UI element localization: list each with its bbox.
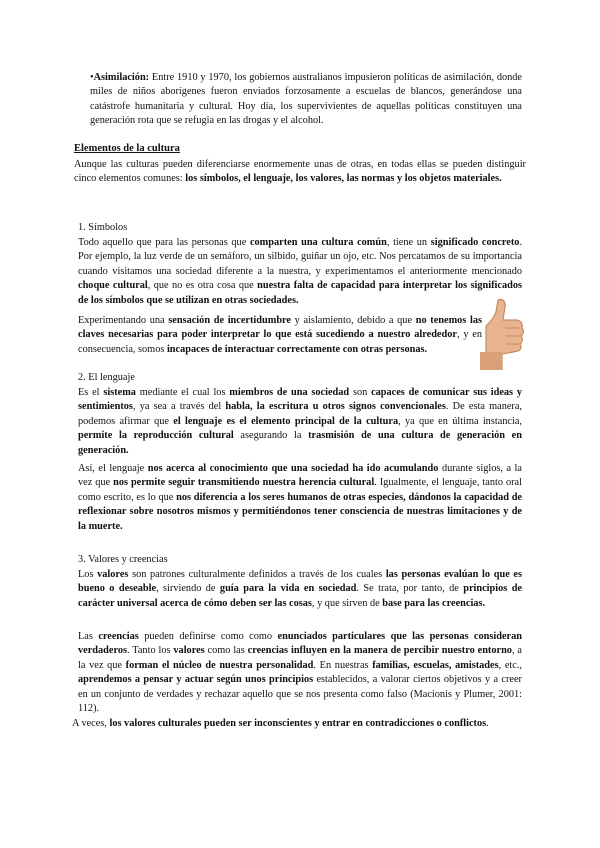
text-run: establecidos, a valorar ciertos objetivos y a creer en un conjunto de verdades y rechazar aquello que se nos presenta como falso (Macionis y Plumer, 2001: 112).: [78, 674, 522, 715]
bold-text: base para las creencias.: [382, 597, 486, 609]
text-run: asegurando la: [233, 430, 309, 442]
symbols-paragraph-2: [78, 314, 482, 357]
symbols-paragraph-1: [78, 236, 522, 308]
bold-text: significado concreto: [430, 237, 520, 248]
bold-text: creencias influyen en la manera de percibir nuestro entorno: [247, 645, 512, 657]
text-run: , y en consecuencia, somos: [78, 329, 483, 355]
values-paragraph-1: [78, 568, 522, 611]
bullet-term: Asimilación:: [93, 72, 150, 83]
bold-text: choque cultural: [78, 280, 148, 292]
values-heading: 3. Valores y creencias: [78, 554, 168, 565]
bullet-text: Entre 1910 y 1970, los gobiernos australianos impusieron políticas de asimilación, donde miles de niños aborígenes fueron enviados forzosamente a escuelas de blancos, generándose una catástrofe humanitaria y cultural. Hoy día, los supervivientes de aquellas políticas constituyen una generación rota que se refugia en las drogas y el alcohol.: [90, 72, 522, 127]
bold-text: los valores culturales pueden ser inconscientes y entrar en contradicciones o conflictos: [109, 718, 487, 729]
bold-text: capaces de comunicar sus ideas y sentimientos: [78, 387, 523, 413]
bold-text: las personas evalúan lo que es bueno o deseable: [78, 569, 523, 595]
bold-text: miembros de una sociedad: [229, 387, 350, 398]
text-run: y aislamiento, debido a que: [291, 315, 416, 326]
bold-text: habla, la escritura u otros signos convencionales: [225, 401, 446, 413]
text-run: . En nuestras: [313, 659, 373, 671]
bold-text: nuestra falta de capacidad para interpretar los significados de los símbolos que se utilizan en otras sociedades.: [78, 280, 522, 306]
text-run: . Por ejemplo, la luz verde de un semáforo, un silbido, guiñar un ojo, etc. Nos percatamos de su importancia cuando visitamos una sociedad diferente a la nuestra, y experimentamos el anteriormente mencionado: [78, 237, 523, 277]
text-run: Todo aquello que para las personas que: [78, 237, 250, 248]
section-heading: Elementos de la cultura: [74, 143, 180, 154]
bold-text: aprendemos a pensar y actuar según unos principios: [78, 674, 314, 686]
symbols-heading: 1. Símbolos: [78, 222, 128, 233]
text-run: Experimentando una: [78, 315, 169, 326]
bold-text: sensación de incertidumbre: [168, 315, 291, 326]
text-run: como las: [204, 645, 248, 657]
bold-text: el lenguaje es el elemento principal de la cultura: [173, 415, 399, 427]
bold-text: no tenemos las claves necesarias para poder interpretar lo que está sucediendo a nuestro alrededor: [78, 315, 482, 341]
text-run: , a la vez que: [78, 645, 523, 671]
values-paragraph-3: [72, 717, 532, 731]
text-run: . Tanto los: [127, 645, 174, 657]
bold-text: enunciados particulares que las personas consideran verdaderos: [78, 631, 522, 657]
text-run: Las: [78, 631, 99, 642]
bold-text: familias, escuelas, amistades: [372, 659, 499, 671]
text-run: . Se trata, por tanto, de: [356, 583, 464, 595]
intro-paragraph: [74, 158, 526, 187]
text-run: , ya que en última instancia,: [398, 415, 522, 427]
bold-text: incapaces de interactuar correctamente con otras personas.: [166, 343, 428, 355]
bold-text: valores: [173, 645, 205, 657]
language-paragraph-2: [78, 462, 522, 534]
bold-text: trasmisión de una cultura de generación en generación.: [78, 430, 522, 456]
bold-text: nos diferencia a los seres humanos de otras especies, dándonos la capacidad de reflexionar sobre nosotros mismos y permitiéndonos tener consciencia de nuestras limitaciones y de la muerte.: [78, 491, 522, 532]
text-run: durante siglos, a la vez que: [78, 463, 522, 489]
bold-text: guía para la vida en sociedad: [219, 583, 357, 595]
language-heading: 2. El lenguaje: [78, 372, 135, 383]
assimilation-bullet: •Asimilación: Entre 1910 y 1970, los gobiernos australianos impusieron políticas de asimilación, donde miles de niños aborígenes fueron enviados forzosamente a escuelas de blancos, generándose una catástrofe humanitaria y cultural. Hoy día, los supervivientes de aquellas políticas constituyen una generación rota que se refugia en las drogas y el alcohol.: [90, 72, 522, 127]
bold-text: nos acerca al conocimiento que una sociedad ha ido acumulando: [147, 463, 439, 474]
bold-text: creencias: [98, 631, 139, 642]
text-run: pueden definirse como como: [138, 631, 278, 642]
text-run: , sirviendo de: [156, 583, 220, 595]
text-run: Los: [78, 569, 98, 580]
text-run: . De esta manera, podemos afirmar que: [78, 401, 523, 427]
text-run: . Igualmente, el lenguaje, tanto oral como escrito, es lo que: [78, 477, 522, 503]
text-run: mediante el cual los: [135, 387, 230, 398]
text-run: Aunque las culturas pueden diferenciarse enormemente unas de otras, en todas ellas se pueden distinguir cinco elementos comunes:: [74, 159, 526, 185]
bold-text: los símbolos, el lenguaje, los valores, las normas y los objetos materiales.: [185, 173, 502, 185]
bold-text: permite la reproducción cultural: [78, 430, 234, 442]
text-run: , tiene un: [386, 237, 431, 248]
thumbs-up-icon: [478, 296, 526, 370]
text-run: , etc.,: [498, 659, 523, 671]
bold-text: sistema: [103, 387, 136, 398]
text-run: , ya sea a través del: [132, 401, 226, 413]
bold-text: comparten una cultura común: [249, 237, 387, 248]
bold-text: forman el núcleo de nuestra personalidad: [125, 659, 314, 671]
text-run: Es el: [78, 387, 104, 398]
text-run: A veces,: [72, 718, 110, 729]
text-run: , que no es otra cosa que: [147, 280, 258, 292]
text-run: Así, el lenguaje: [78, 463, 148, 474]
text-run: .: [486, 718, 489, 729]
bold-text: principios de carácter universal acerca de cómo deben ser las cosas: [78, 583, 522, 609]
bold-text: valores: [97, 569, 129, 580]
text-run: son patrones culturalmente definidos a través de los cuales: [128, 569, 386, 580]
text-run: , y que sirven de: [311, 597, 383, 609]
values-paragraph-2: [78, 630, 522, 716]
text-run: son: [349, 387, 372, 398]
bold-text: nos permite seguir transmitiendo nuestra herencia cultural: [113, 477, 375, 489]
language-paragraph-1: [78, 386, 522, 458]
